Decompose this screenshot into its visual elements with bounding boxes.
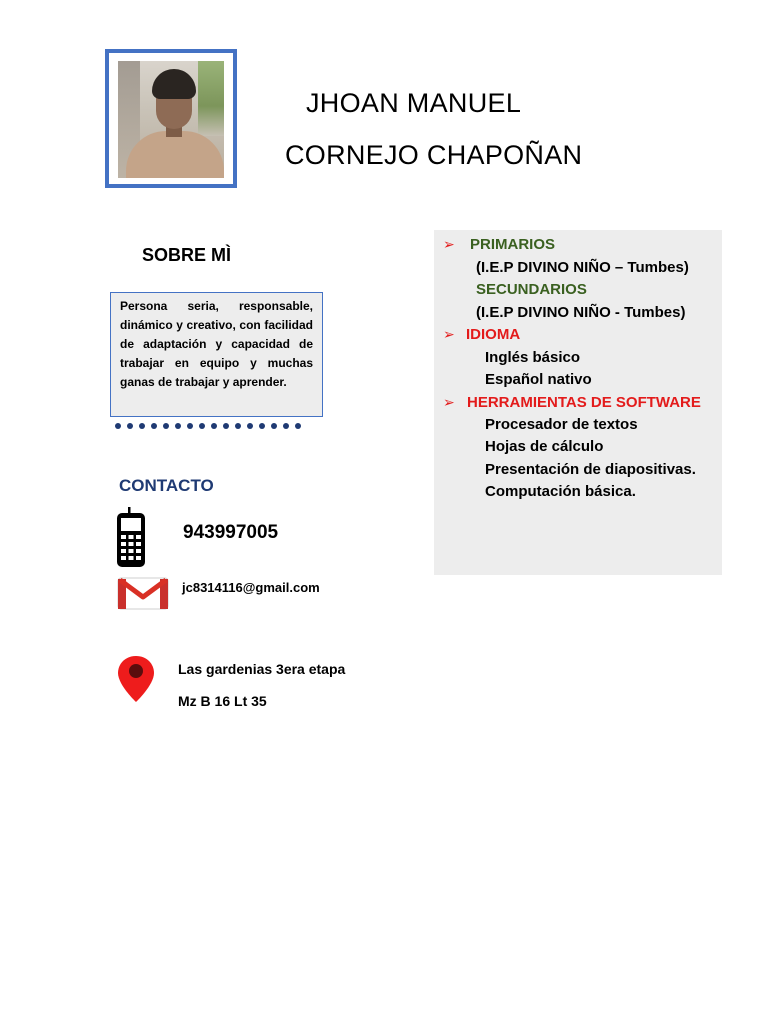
primarios-label: PRIMARIOS (470, 236, 556, 253)
divider-dot (223, 423, 229, 429)
gmail-icon (117, 577, 169, 610)
primarios-school: (I.E.P DIVINO NIÑO – Tumbes) (476, 259, 689, 276)
divider-dot (151, 423, 157, 429)
idioma-item: Español nativo (485, 371, 592, 388)
location-pin-icon (117, 655, 155, 703)
skills-panel (434, 230, 722, 575)
divider-dot (211, 423, 217, 429)
divider-dot (247, 423, 253, 429)
phone-icon (116, 507, 146, 567)
divider-dot (235, 423, 241, 429)
address-line-2: Mz B 16 Lt 35 (178, 693, 267, 709)
about-box (110, 292, 323, 417)
software-label: HERRAMIENTAS DE SOFTWARE (467, 394, 701, 411)
divider-dot (115, 423, 121, 429)
contact-title: CONTACTO (119, 476, 214, 495)
idioma-item: Inglés básico (485, 349, 581, 366)
about-title: SOBRE MÌ (142, 245, 232, 265)
software-item: Computación básica. (485, 483, 636, 500)
profile-photo-frame (105, 49, 237, 188)
divider-dot (127, 423, 133, 429)
secundarios-label: SECUNDARIOS (476, 281, 587, 298)
address-line-1: Las gardenias 3era etapa (178, 661, 346, 677)
divider-dot (295, 423, 301, 429)
arrow-bullet-icon: ➢ (443, 236, 455, 252)
name-first-line: JHOAN MANUEL (306, 88, 522, 118)
arrow-bullet-icon: ➢ (443, 326, 455, 342)
divider-dot (187, 423, 193, 429)
email-address: jc8314116@gmail.com (182, 580, 320, 595)
name-second-line: CORNEJO CHAPOÑAN (285, 140, 583, 170)
secundarios-school: (I.E.P DIVINO NIÑO - Tumbes) (476, 304, 686, 321)
software-item: Presentación de diapositivas. (485, 461, 696, 478)
divider-dot (175, 423, 181, 429)
profile-photo (118, 61, 224, 178)
divider-dot (199, 423, 205, 429)
divider-dot (271, 423, 277, 429)
arrow-bullet-icon: ➢ (443, 394, 455, 410)
divider-dot (259, 423, 265, 429)
software-item: Hojas de cálculo (485, 438, 604, 455)
divider-dot (163, 423, 169, 429)
divider-dot (283, 423, 289, 429)
about-text: Persona seria, responsable, dinámico y creativo, con facilidad de adaptación y capacidad de trabajar en equipo y muchas ganas de trabajar y aprender. (120, 299, 313, 389)
idioma-label: IDIOMA (466, 326, 521, 343)
phone-number: 943997005 (183, 522, 279, 543)
divider-dot (139, 423, 145, 429)
software-item: Procesador de textos (485, 416, 638, 433)
